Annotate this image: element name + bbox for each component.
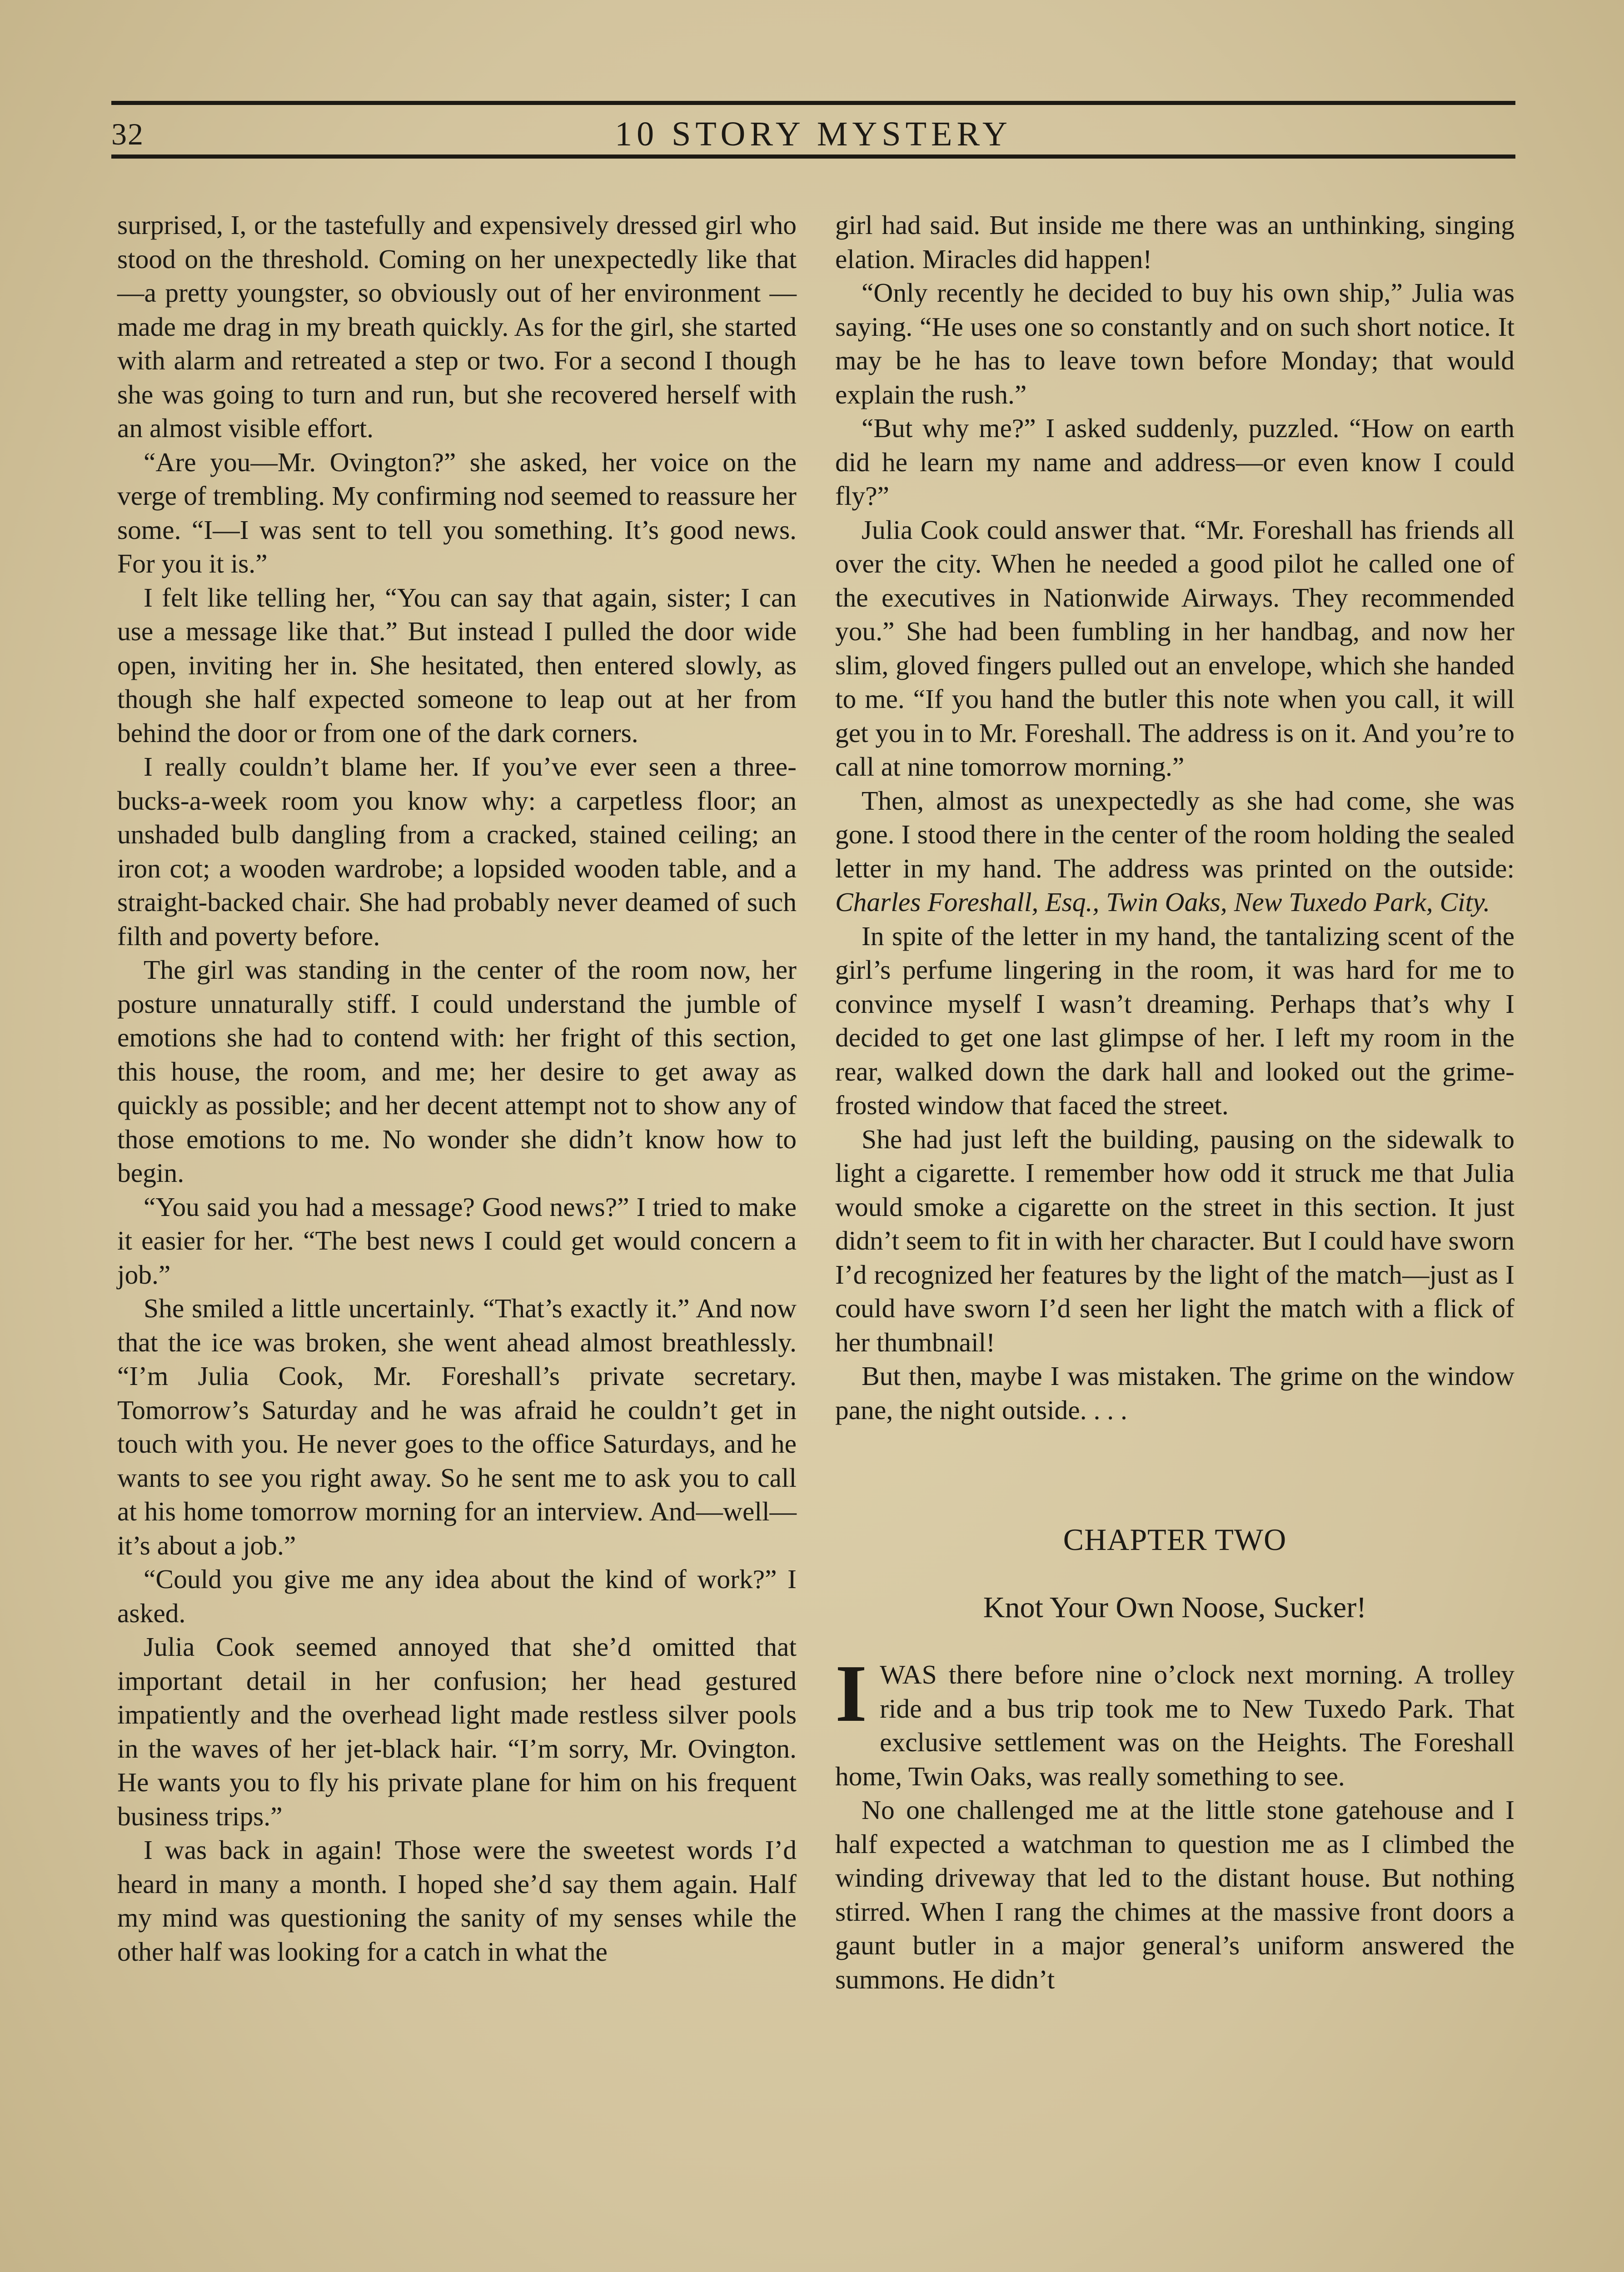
- address-paragraph: [835, 784, 1514, 919]
- page-header: [111, 104, 1515, 157]
- right-column: [835, 208, 1514, 1996]
- drop-cap: I: [835, 1648, 867, 1739]
- paragraph: “But why me?” I asked suddenly, puzzled. “How on earth did he learn my name and address—or even know I could fly?”: [835, 413, 1514, 511]
- chapter-subtitle: Knot Your Own Noose, Sucker!: [983, 1591, 1367, 1624]
- address-intro: Then, almost as unexpectedly as she had come, she was gone. I stood there in the center of the room holding the sealed letter in my hand. The address was printed on the outside:: [835, 785, 1514, 883]
- paragraph: I was back in again! Those were the sweetest words I’d heard in many a month. I hoped she’d say them again. Half my mind was questioning the sanity of my senses while the other half was looking for a catch in what the: [117, 1835, 797, 1967]
- chapter-opening-text: WAS there before nine o’clock next morning. A trolley ride and a bus trip took me to New Tuxedo Park. That exclusive settlement was on the Heights. The Foreshall home, Twin Oaks, was really something to see.: [835, 1659, 1514, 1791]
- paragraph: “You said you had a message? Good news?” I tried to make it easier for her. “The best news I could get would concern a job.”: [117, 1191, 797, 1290]
- paragraph: Julia Cook could answer that. “Mr. Foreshall has friends all over the city. When he needed a good pilot he called one of the executives in Nationwide Airways. They recommended you.” She had been fumbling in her handbag, and now her slim, gloved fingers pulled out an envelope, which she handed to me. “If you hand the butler this note when you call, it will get you in to Mr. Foreshall. The address is on it. And you’re to call at nine tomorrow morning.”: [835, 514, 1514, 782]
- chapter-opening-paragraph: [835, 1648, 1514, 1793]
- paragraph: Julia Cook seemed annoyed that she’d omitted that important detail in her confusion; her head gestured impatiently and the overhead light made restless silver pools in the waves of her jet-black hair. “I’m sorry, Mr. Ovington. He wants you to fly his private plane for him on his frequent business trips.”: [117, 1632, 797, 1831]
- header-rule-bottom: [111, 154, 1515, 159]
- paragraph: surprised, I, or the tastefully and expensively dressed girl who stood on the threshold. Coming on her unexpectedly like that—a pretty youngster, so obviously out of her environment —made me drag in my breath quickly. As for the girl, she started with alarm and retreated a step or two. For a second I though she was going to turn and run, but she recovered herself with an almost visible effort.: [117, 210, 797, 443]
- paragraph: The girl was standing in the center of the room now, her posture unnaturally stiff. I could understand the jumble of emotions she had to contend with: her fright of this section, this house, the room, and me; her desire to get away as quickly as possible; and her decent attempt not to show any of those emotions to me. No wonder she didn’t know how to begin.: [117, 955, 797, 1188]
- paragraph: I felt like telling her, “You can say that again, sister; I can use a message like that.” But instead I pulled the door wide open, inviting her in. She hesitated, then entered slowly, as though she half expected someone to leap out at her from behind the door or from one of the dark corners.: [117, 582, 797, 748]
- paragraph: She smiled a little uncertainly. “That’s exactly it.” And now that the ice was broken, she went ahead almost breathlessly. “I’m Julia Cook, Mr. Foreshall’s private secretary. Tomorrow’s Saturday and he was afraid he couldn’t get in touch with you. He never goes to the office Saturdays, and he wants to see you right away. So he sent me to ask you to call at his home tomorrow morning for an interview. And—well—it’s about a job.”: [117, 1293, 797, 1560]
- address-text: Charles Foreshall, Esq., Twin Oaks, New Tuxedo Park, City.: [835, 887, 1490, 917]
- page-number: 32: [111, 117, 144, 151]
- paragraph: “Are you—Mr. Ovington?” she asked, her voice on the verge of trembling. My confirming nod seemed to reassure her some. “I—I was sent to tell you something. It’s good news. For you it is.”: [117, 447, 797, 578]
- paragraph: But then, maybe I was mistaken. The grime on the window pane, the night outside. . . .: [835, 1361, 1514, 1425]
- paragraph: She had just left the building, pausing on the sidewalk to light a cigarette. I remember how odd it struck me that Julia would smoke a cigarette on the street in this section. It just didn’t seem to fit in with her character. But I could have sworn I’d recognized her features by the light of the match—just as I could have sworn I’d seen her light the match with a flick of her thumbnail!: [835, 1124, 1514, 1357]
- paragraph: “Could you give me any idea about the kind of work?” I asked.: [117, 1564, 797, 1628]
- paragraph: In spite of the letter in my hand, the tantalizing scent of the girl’s perfume lingering in the room, it was hard for me to convince myself I wasn’t dreaming. Perhaps that’s why I decided to get one last glimpse of her. I left my room in the rear, walked down the dark hall and looked out the grime-frosted window that faced the street.: [835, 921, 1514, 1120]
- paragraph: “Only recently he decided to buy his own ship,” Julia was saying. “He uses one so constantly and on such short notice. It may be he has to leave town before Monday; that would explain the rush.”: [835, 278, 1514, 409]
- paragraph: No one challenged me at the little stone gatehouse and I half expected a watchman to question me as I climbed the winding driveway that led to the distant house. But nothing stirred. When I rang the chimes at the massive front doors a gaunt butler in a major general’s uniform answered the summons. He didn’t: [835, 1795, 1514, 1994]
- running-head: 10 STORY MYSTERY: [615, 115, 1012, 153]
- chapter-title: CHAPTER TWO: [1063, 1522, 1287, 1557]
- paragraph: I really couldn’t blame her. If you’ve ever seen a three-bucks-a-week room you know why: a carpetless floor; an unshaded bulb dangling from a cracked, stained ceiling; an iron cot; a wooden wardrobe; a lopsided wooden table, and a straight-backed chair. She had probably never deamed of such filth and poverty before.: [117, 752, 797, 951]
- left-column: [117, 208, 797, 1968]
- paragraph: girl had said. But inside me there was an unthinking, singing elation. Miracles did happen!: [835, 210, 1514, 274]
